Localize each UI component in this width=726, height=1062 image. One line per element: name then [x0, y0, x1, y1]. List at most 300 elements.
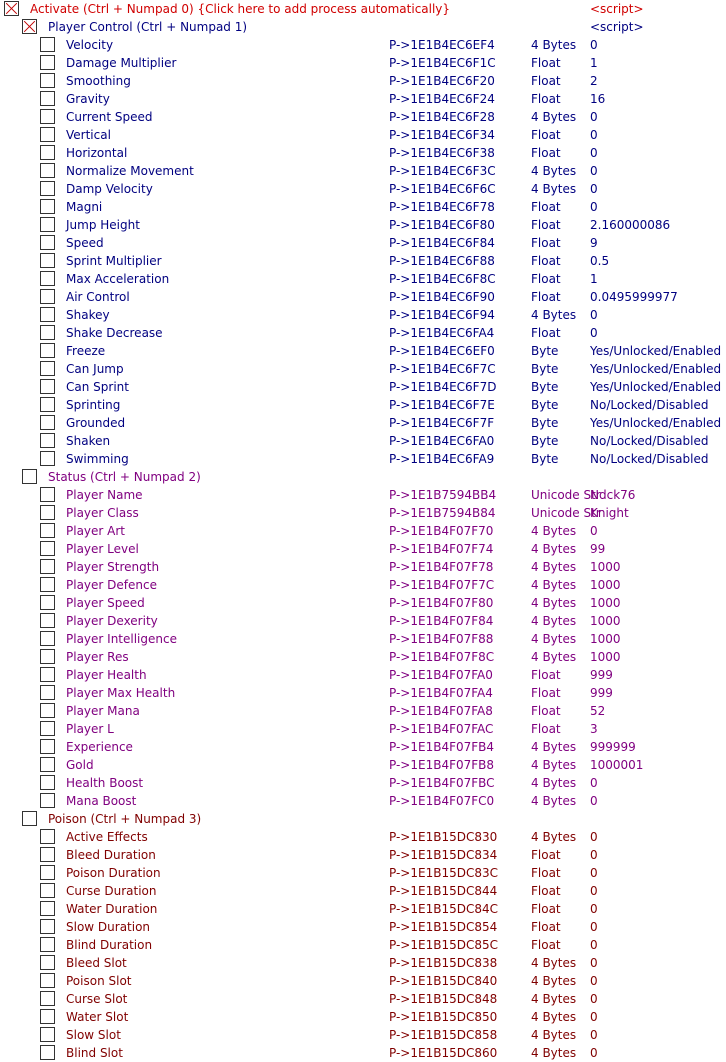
address-cell: P->1E1B4EC6F84 [389, 236, 495, 250]
entry-description: Player Name [66, 488, 143, 502]
group-header[interactable] [0, 468, 726, 486]
type-cell: 4 Bytes [531, 110, 577, 124]
table-row[interactable] [0, 540, 726, 558]
entry-description: Slow Slot [66, 1028, 121, 1042]
value-cell: 2.160000086 [590, 218, 671, 232]
entry-description: Slow Duration [66, 920, 151, 934]
group-checkbox[interactable] [22, 811, 37, 826]
group-checkbox[interactable] [22, 469, 37, 484]
entry-checkbox[interactable] [40, 757, 55, 772]
value-cell: 52 [590, 704, 606, 718]
value-cell: 0 [590, 884, 598, 898]
entry-description: Damp Velocity [66, 182, 153, 196]
value-cell: 1000 [590, 632, 621, 646]
type-cell: 4 Bytes [531, 650, 577, 664]
table-row[interactable] [0, 450, 726, 468]
entry-description: Freeze [66, 344, 106, 358]
entry-checkbox[interactable] [40, 415, 55, 430]
value-cell: 0 [590, 110, 598, 124]
address-cell: P->1E1B15DC85C [389, 938, 498, 952]
address-cell: P->1E1B4F07F88 [389, 632, 494, 646]
entry-checkbox[interactable] [40, 775, 55, 790]
type-cell: Byte [531, 380, 559, 394]
value-cell: No/Locked/Disabled [590, 434, 709, 448]
address-cell: P->1E1B7594BB4 [389, 488, 497, 502]
entry-checkbox[interactable] [40, 73, 55, 88]
entry-checkbox[interactable] [40, 235, 55, 250]
value-cell: 1000 [590, 614, 621, 628]
type-cell: Float [531, 218, 561, 232]
type-cell: Byte [531, 434, 559, 448]
address-cell: P->1E1B15DC840 [389, 974, 498, 988]
address-cell: P->1E1B4EC6F88 [389, 254, 495, 268]
value-cell: 0 [590, 164, 598, 178]
entry-checkbox[interactable] [40, 595, 55, 610]
type-cell: Float [531, 56, 561, 70]
entry-description: Horizontal [66, 146, 128, 160]
type-cell: 4 Bytes [531, 614, 577, 628]
table-row[interactable] [0, 504, 726, 522]
entry-checkbox[interactable] [40, 721, 55, 736]
type-cell: Float [531, 326, 561, 340]
group-description: Player Control (Ctrl + Numpad 1) [48, 20, 248, 34]
address-cell: P->1E1B15DC854 [389, 920, 498, 934]
address-cell: P->1E1B4EC6F38 [389, 146, 495, 160]
entry-checkbox[interactable] [40, 433, 55, 448]
entry-checkbox[interactable] [40, 253, 55, 268]
entry-checkbox[interactable] [40, 379, 55, 394]
entry-checkbox[interactable] [40, 145, 55, 160]
value-cell: 9 [590, 236, 598, 250]
type-cell: Float [531, 236, 561, 250]
type-cell: Unicode Str [531, 506, 601, 520]
type-cell: 4 Bytes [531, 1028, 577, 1042]
table-row[interactable] [0, 558, 726, 576]
entry-description: Player Class [66, 506, 139, 520]
table-row[interactable] [0, 306, 726, 324]
value-cell: 0 [590, 938, 598, 952]
group-checkbox[interactable] [22, 19, 37, 34]
entry-description: Bleed Duration [66, 848, 156, 862]
entry-checkbox[interactable] [40, 973, 55, 988]
address-cell: P->1E1B4F07F78 [389, 560, 494, 574]
address-cell: P->1E1B4F07FBC [389, 776, 495, 790]
type-cell: Float [531, 902, 561, 916]
address-cell: P->1E1B4F07F80 [389, 596, 494, 610]
entry-checkbox[interactable] [40, 37, 55, 52]
entry-activate[interactable] [0, 0, 726, 18]
address-cell: P->1E1B7594B84 [389, 506, 496, 520]
type-cell: Float [531, 128, 561, 142]
type-cell: 4 Bytes [531, 596, 577, 610]
address-cell: P->1E1B15DC848 [389, 992, 498, 1006]
entry-description: Grounded [66, 416, 126, 430]
entry-checkbox[interactable] [40, 919, 55, 934]
address-cell: P->1E1B15DC844 [389, 884, 498, 898]
table-row[interactable] [0, 324, 726, 342]
type-cell: 4 Bytes [531, 776, 577, 790]
value-cell: 0 [590, 1046, 598, 1060]
address-cell: P->1E1B4EC6FA9 [389, 452, 495, 466]
entry-description: Experience [66, 740, 133, 754]
address-cell: P->1E1B15DC834 [389, 848, 498, 862]
entry-description: Current Speed [66, 110, 153, 124]
activate-description: Activate (Ctrl + Numpad 0) {Click here to add process automatically} [30, 2, 451, 16]
table-row[interactable] [0, 882, 726, 900]
table-row[interactable] [0, 576, 726, 594]
entry-checkbox[interactable] [40, 55, 55, 70]
entry-description: Poison Slot [66, 974, 132, 988]
table-row[interactable] [0, 648, 726, 666]
entry-description: Player Mana [66, 704, 140, 718]
entry-description: Water Duration [66, 902, 158, 916]
table-row[interactable] [0, 702, 726, 720]
type-cell: Float [531, 668, 561, 682]
value-cell: 0 [590, 182, 598, 196]
value-cell: 0 [590, 848, 598, 862]
type-cell: Byte [531, 452, 559, 466]
table-row[interactable] [0, 126, 726, 144]
table-row[interactable] [0, 180, 726, 198]
entry-checkbox[interactable] [40, 541, 55, 556]
table-row[interactable] [0, 846, 726, 864]
entry-description: Player L [66, 722, 114, 736]
value-cell: 0 [590, 794, 598, 808]
address-cell: P->1E1B4EC6F20 [389, 74, 495, 88]
entry-description: Mana Boost [66, 794, 137, 808]
table-row[interactable] [0, 918, 726, 936]
entry-checkbox[interactable] [40, 667, 55, 682]
table-row[interactable] [0, 162, 726, 180]
entry-checkbox[interactable] [40, 703, 55, 718]
value-cell: <script> [590, 2, 644, 16]
entry-checkbox[interactable] [40, 559, 55, 574]
entry-checkbox[interactable] [40, 739, 55, 754]
value-cell: Yes/Unlocked/Enabled [590, 416, 722, 430]
entry-description: Player Speed [66, 596, 145, 610]
entry-checkbox[interactable] [40, 451, 55, 466]
type-cell: 4 Bytes [531, 1010, 577, 1024]
type-cell: Float [531, 254, 561, 268]
entry-description: Can Sprint [66, 380, 129, 394]
entry-description: Player Defence [66, 578, 157, 592]
table-row[interactable] [0, 630, 726, 648]
entry-description: Vertical [66, 128, 111, 142]
address-cell: P->1E1B4F07FB4 [389, 740, 495, 754]
entry-checkbox[interactable] [40, 217, 55, 232]
type-cell: 4 Bytes [531, 308, 577, 322]
table-row[interactable] [0, 378, 726, 396]
entry-checkbox[interactable] [40, 793, 55, 808]
entry-description: Water Slot [66, 1010, 129, 1024]
value-cell: Ndck76 [590, 488, 636, 502]
entry-description: Shakey [66, 308, 110, 322]
table-row[interactable] [0, 108, 726, 126]
entry-checkbox[interactable] [40, 523, 55, 538]
table-row[interactable] [0, 720, 726, 738]
table-row[interactable] [0, 612, 726, 630]
entry-checkbox[interactable] [40, 397, 55, 412]
entry-description: Player Level [66, 542, 139, 556]
entry-checkbox[interactable] [40, 613, 55, 628]
value-cell: No/Locked/Disabled [590, 398, 709, 412]
entry-description: Magni [66, 200, 103, 214]
entry-checkbox[interactable] [40, 271, 55, 286]
entry-checkbox[interactable] [40, 631, 55, 646]
address-cell: P->1E1B15DC84C [389, 902, 498, 916]
entry-description: Player Res [66, 650, 129, 664]
table-row[interactable] [0, 360, 726, 378]
address-cell: P->1E1B15DC83C [389, 866, 498, 880]
table-row[interactable] [0, 936, 726, 954]
entry-description: Player Max Health [66, 686, 176, 700]
value-cell: 0 [590, 326, 598, 340]
entry-description: Shake Decrease [66, 326, 163, 340]
address-cell: P->1E1B4EC6EF4 [389, 38, 495, 52]
type-cell: Float [531, 938, 561, 952]
value-cell: 0 [590, 992, 598, 1006]
address-cell: P->1E1B4F07FAC [389, 722, 494, 736]
address-cell: P->1E1B4EC6F90 [389, 290, 495, 304]
value-cell: <script> [590, 20, 644, 34]
type-cell: Float [531, 272, 561, 286]
table-row[interactable] [0, 900, 726, 918]
table-row[interactable] [0, 774, 726, 792]
value-cell: 0 [590, 1028, 598, 1042]
table-row[interactable] [0, 1044, 726, 1062]
entry-checkbox[interactable] [40, 127, 55, 142]
activate-checkbox[interactable] [4, 1, 19, 16]
table-row[interactable] [0, 684, 726, 702]
table-row[interactable] [0, 954, 726, 972]
table-row[interactable] [0, 432, 726, 450]
address-cell: P->1E1B4EC6F7D [389, 380, 497, 394]
address-cell: P->1E1B4EC6F94 [389, 308, 495, 322]
value-cell: 2 [590, 74, 598, 88]
type-cell: Float [531, 866, 561, 880]
entry-checkbox[interactable] [40, 91, 55, 106]
entry-description: Player Art [66, 524, 126, 538]
entry-description: Speed [66, 236, 104, 250]
entry-checkbox[interactable] [40, 505, 55, 520]
address-cell: P->1E1B15DC830 [389, 830, 498, 844]
value-cell: 999 [590, 668, 613, 682]
address-cell: P->1E1B4F07FC0 [389, 794, 495, 808]
type-cell: Float [531, 686, 561, 700]
table-row[interactable] [0, 90, 726, 108]
value-cell: 999999 [590, 740, 636, 754]
entry-checkbox[interactable] [40, 577, 55, 592]
entry-checkbox[interactable] [40, 361, 55, 376]
type-cell: Float [531, 884, 561, 898]
entry-description: Bleed Slot [66, 956, 127, 970]
value-cell: 0 [590, 200, 598, 214]
value-cell: 0 [590, 902, 598, 916]
table-row[interactable] [0, 486, 726, 504]
table-row[interactable] [0, 792, 726, 810]
value-cell: 0 [590, 956, 598, 970]
entry-checkbox[interactable] [40, 829, 55, 844]
table-row[interactable] [0, 864, 726, 882]
value-cell: 0 [590, 1010, 598, 1024]
table-row[interactable] [0, 342, 726, 360]
table-row[interactable] [0, 36, 726, 54]
entry-checkbox[interactable] [40, 955, 55, 970]
address-cell: P->1E1B4EC6F7C [389, 362, 496, 376]
table-row[interactable] [0, 828, 726, 846]
entry-checkbox[interactable] [40, 865, 55, 880]
address-cell: P->1E1B4F07FA8 [389, 704, 493, 718]
address-cell: P->1E1B4F07F74 [389, 542, 494, 556]
type-cell: Float [531, 74, 561, 88]
type-cell: 4 Bytes [531, 560, 577, 574]
value-cell: 1000001 [590, 758, 644, 772]
type-cell: Float [531, 722, 561, 736]
type-cell: 4 Bytes [531, 1046, 577, 1060]
entry-checkbox[interactable] [40, 1027, 55, 1042]
entry-description: Gravity [66, 92, 110, 106]
type-cell: 4 Bytes [531, 524, 577, 538]
table-row[interactable] [0, 666, 726, 684]
entry-checkbox[interactable] [40, 487, 55, 502]
type-cell: 4 Bytes [531, 542, 577, 556]
table-row[interactable] [0, 252, 726, 270]
entry-description: Jump Height [66, 218, 140, 232]
table-row[interactable] [0, 522, 726, 540]
type-cell: Float [531, 704, 561, 718]
entry-description: Smoothing [66, 74, 131, 88]
value-cell: 0 [590, 830, 598, 844]
table-row[interactable] [0, 234, 726, 252]
entry-checkbox[interactable] [40, 343, 55, 358]
group-header[interactable] [0, 18, 726, 36]
type-cell: 4 Bytes [531, 578, 577, 592]
table-row[interactable] [0, 972, 726, 990]
type-cell: 4 Bytes [531, 632, 577, 646]
value-cell: 1000 [590, 560, 621, 574]
value-cell: 16 [590, 92, 606, 106]
address-cell: P->1E1B4F07FB8 [389, 758, 495, 772]
table-row[interactable] [0, 756, 726, 774]
address-cell: P->1E1B4F07F70 [389, 524, 494, 538]
value-cell: 3 [590, 722, 598, 736]
type-cell: Float [531, 290, 561, 304]
table-row[interactable] [0, 990, 726, 1008]
address-cell: P->1E1B4EC6EF0 [389, 344, 495, 358]
table-row[interactable] [0, 216, 726, 234]
value-cell: Yes/Unlocked/Enabled [590, 362, 722, 376]
value-cell: 0 [590, 308, 598, 322]
table-row[interactable] [0, 594, 726, 612]
entry-description: Player Intelligence [66, 632, 177, 646]
value-cell: 1 [590, 272, 598, 286]
address-cell: P->1E1B4EC6F8C [389, 272, 496, 286]
type-cell: 4 Bytes [531, 974, 577, 988]
table-row[interactable] [0, 198, 726, 216]
table-row[interactable] [0, 414, 726, 432]
address-cell: P->1E1B4F07F84 [389, 614, 494, 628]
entry-checkbox[interactable] [40, 937, 55, 952]
table-row[interactable] [0, 1008, 726, 1026]
group-header[interactable] [0, 810, 726, 828]
type-cell: 4 Bytes [531, 956, 577, 970]
entry-checkbox[interactable] [40, 325, 55, 340]
entry-checkbox[interactable] [40, 649, 55, 664]
table-row[interactable] [0, 72, 726, 90]
entry-description: Player Strength [66, 560, 160, 574]
address-cell: P->1E1B4EC6F80 [389, 218, 495, 232]
entry-checkbox[interactable] [40, 181, 55, 196]
entry-checkbox[interactable] [40, 847, 55, 862]
table-row[interactable] [0, 738, 726, 756]
address-cell: P->1E1B4F07F7C [389, 578, 495, 592]
table-row[interactable] [0, 1026, 726, 1044]
address-cell: P->1E1B4F07F8C [389, 650, 495, 664]
table-row[interactable] [0, 270, 726, 288]
type-cell: Float [531, 92, 561, 106]
type-cell: 4 Bytes [531, 830, 577, 844]
entry-description: Swimming [66, 452, 129, 466]
type-cell: 4 Bytes [531, 164, 577, 178]
value-cell: 1000 [590, 578, 621, 592]
type-cell: 4 Bytes [531, 740, 577, 754]
value-cell: 0.0495999977 [590, 290, 678, 304]
entry-checkbox[interactable] [40, 883, 55, 898]
entry-description: Shaken [66, 434, 111, 448]
entry-checkbox[interactable] [40, 199, 55, 214]
entry-checkbox[interactable] [40, 163, 55, 178]
entry-description: Active Effects [66, 830, 148, 844]
table-row[interactable] [0, 54, 726, 72]
address-cell: P->1E1B4EC6F7F [389, 416, 495, 430]
entry-description: Damage Multiplier [66, 56, 177, 70]
value-cell: No/Locked/Disabled [590, 452, 709, 466]
entry-checkbox[interactable] [40, 307, 55, 322]
address-cell: P->1E1B4EC6F6C [389, 182, 496, 196]
table-row[interactable] [0, 396, 726, 414]
type-cell: 4 Bytes [531, 38, 577, 52]
table-row[interactable] [0, 144, 726, 162]
entry-description: Sprinting [66, 398, 121, 412]
value-cell: 0 [590, 776, 598, 790]
type-cell: 4 Bytes [531, 794, 577, 808]
entry-description: Normalize Movement [66, 164, 194, 178]
type-cell: Float [531, 920, 561, 934]
entry-description: Gold [66, 758, 94, 772]
entry-checkbox[interactable] [40, 1045, 55, 1060]
value-cell: 999 [590, 686, 613, 700]
entry-checkbox[interactable] [40, 901, 55, 916]
entry-checkbox[interactable] [40, 685, 55, 700]
entry-description: Curse Slot [66, 992, 128, 1006]
entry-checkbox[interactable] [40, 289, 55, 304]
value-cell: 0.5 [590, 254, 610, 268]
value-cell: 0 [590, 974, 598, 988]
value-cell: 99 [590, 542, 606, 556]
value-cell: 0 [590, 524, 598, 538]
entry-checkbox[interactable] [40, 1009, 55, 1024]
entry-checkbox[interactable] [40, 991, 55, 1006]
type-cell: Byte [531, 416, 559, 430]
entry-description: Player Health [66, 668, 147, 682]
value-cell: Yes/Unlocked/Enabled [590, 344, 722, 358]
value-cell: 1 [590, 56, 598, 70]
type-cell: 4 Bytes [531, 758, 577, 772]
entry-checkbox[interactable] [40, 109, 55, 124]
group-description: Status (Ctrl + Numpad 2) [48, 470, 201, 484]
type-cell: Float [531, 848, 561, 862]
table-row[interactable] [0, 288, 726, 306]
